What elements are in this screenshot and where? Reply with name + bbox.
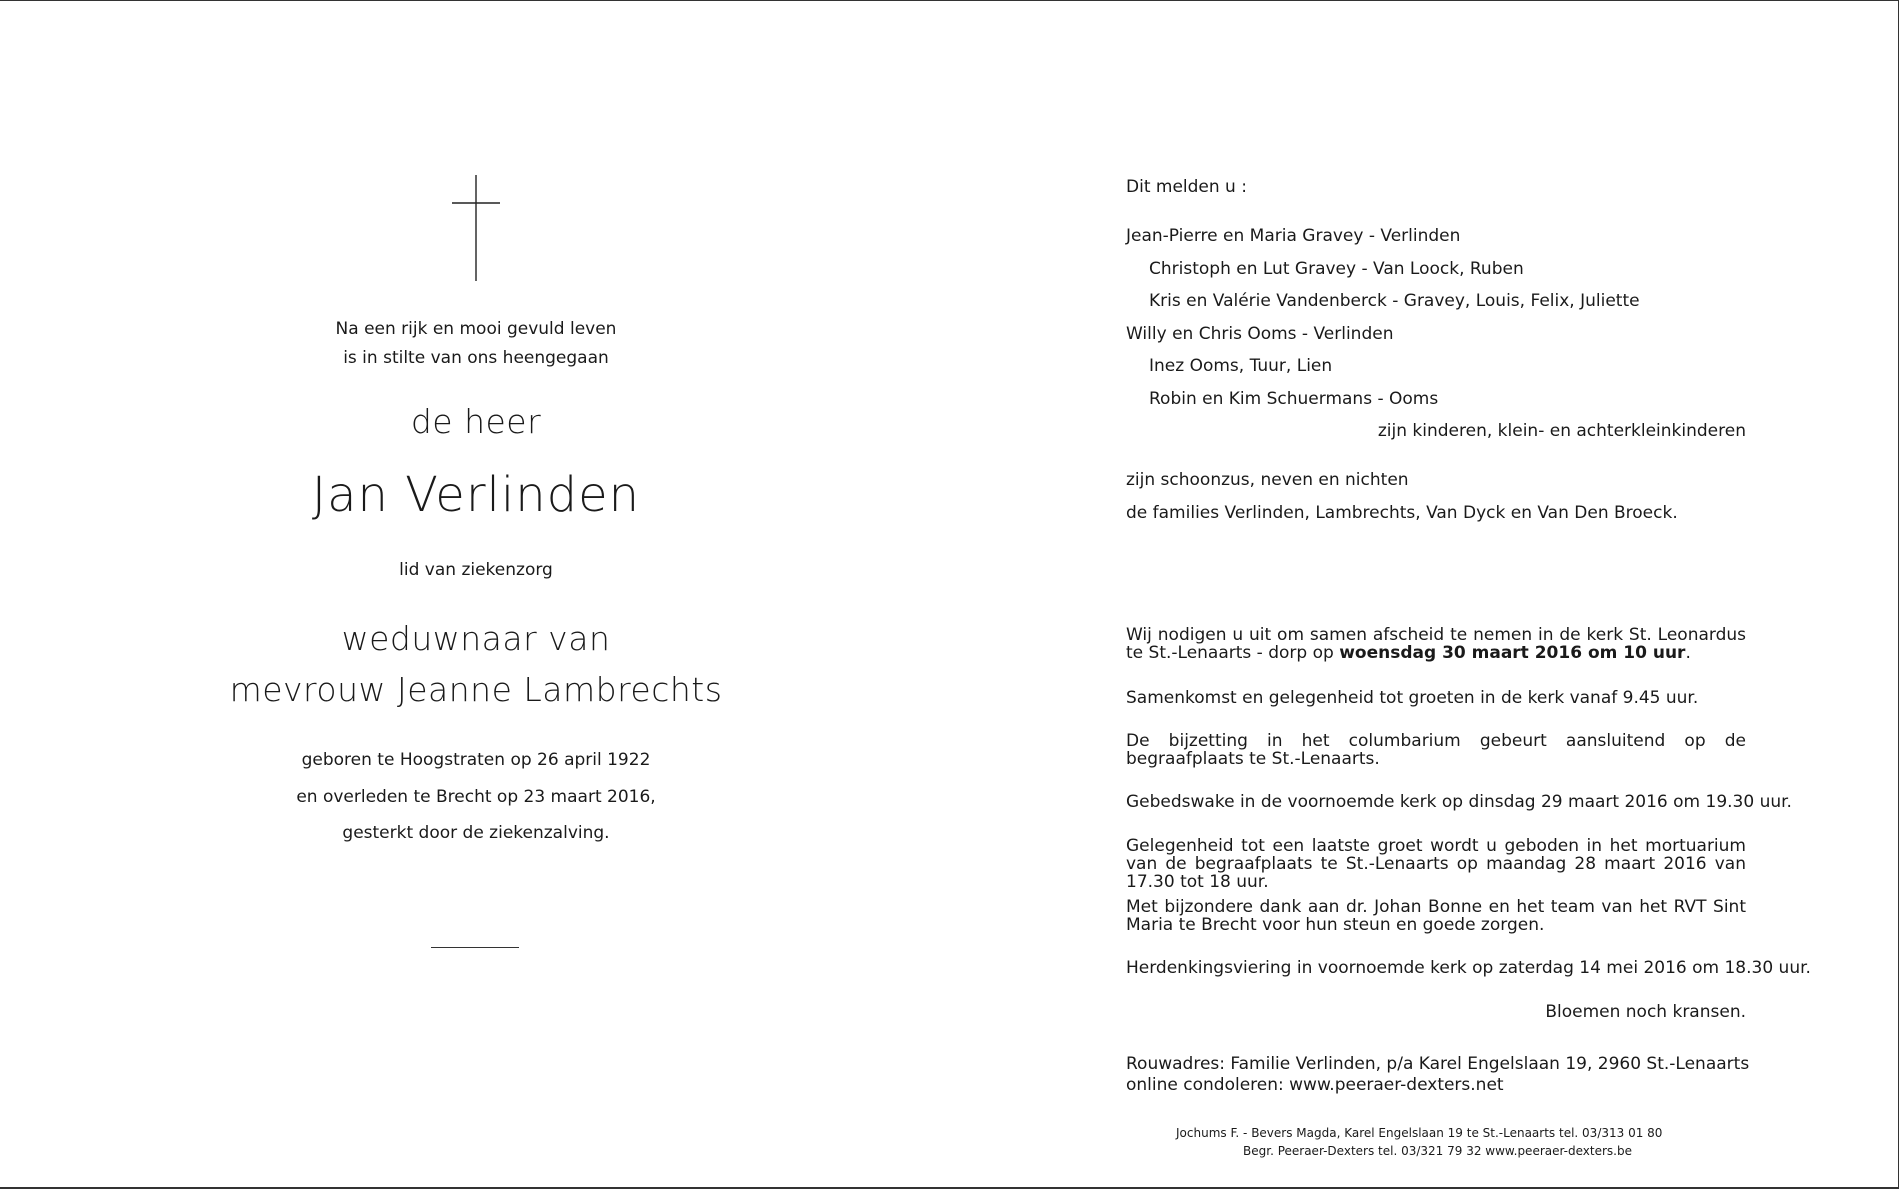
invitation-end: . [1685,643,1691,663]
funeral-datetime: woensdag 30 maart 2016 om 10 uur [1339,643,1686,663]
membership-line: lid van ziekenzorg [399,560,553,580]
footer-line-1: Jochums F. - Bevers Magda, Karel Engelslaan 19 te St.-Lenaarts tel. 03/313 01 80 [1176,1126,1663,1140]
sacrament-line: gesterkt door de ziekenzalving. [342,823,610,843]
vigil-line: Gebedswake in de voornoemde kerk op dinsdag 29 maart 2016 om 19.30 uur. [1126,792,1792,812]
family-line: Robin en Kim Schuermans - Ooms [1149,389,1439,409]
family-line: Christoph en Lut Gravey - Van Loock, Ruben [1149,259,1524,279]
mourning-address: Rouwadres: Familie Verlinden, p/a Karel Engelslaan 19, 2960 St.-Lenaarts [1126,1054,1750,1074]
last-greeting-paragraph: Gelegenheid tot een laatste groet wordt u geboden in het mortuarium van de begraafplaats te St.-Lenaarts op maandag 28 maart 2016 van 17.30 tot 18 uur. [1126,836,1746,892]
intro-line-1: Na een rijk en mooi gevuld leven [335,319,617,339]
title-line: de heer [410,402,542,441]
invitation-paragraph [1126,626,1746,662]
thanks-paragraph: Met bijzondere dank aan dr. Johan Bonne en het team van het RVT Sint Maria te Brecht voor hun steun en goede zorgen. [1126,897,1746,935]
family-line: Willy en Chris Ooms - Verlinden [1126,324,1394,344]
families-line: de families Verlinden, Lambrechts, Van Dyck en Van Den Broeck. [1126,503,1678,523]
separator-line [431,947,519,948]
family-line: Inez Ooms, Tuur, Lien [1149,356,1333,376]
burial-paragraph: De bijzetting in het columbarium gebeurt aansluitend op de begraafplaats te St.-Lenaarts. [1126,731,1746,769]
intro-line-2: is in stilte van ons heengegaan [343,348,609,368]
online-condolence: online condoleren: www.peeraer-dexters.net [1126,1075,1504,1095]
cross-icon [446,175,506,283]
birth-line: geboren te Hoogstraten op 26 april 1922 [301,750,651,770]
deceased-name: Jan Verlinden [311,467,641,523]
flowers-line: Bloemen noch kransen. [1545,1002,1746,1022]
in-laws-line: zijn schoonzus, neven en nichten [1126,470,1409,490]
death-line: en overleden te Brecht op 23 maart 2016, [296,787,656,807]
commemoration-line: Herdenkingsviering in voornoemde kerk op zaterdag 14 mei 2016 om 18.30 uur. [1126,958,1811,978]
family-line: Kris en Valérie Vandenberck - Gravey, Louis, Felix, Juliette [1149,291,1640,311]
family-line: Jean-Pierre en Maria Gravey - Verlinden [1126,226,1461,246]
widower-line-1: weduwnaar van [341,619,611,658]
widower-line-2: mevrouw Jeanne Lambrechts [229,670,723,709]
children-note: zijn kinderen, klein- en achterkleinkinderen [1377,421,1746,441]
invitation-text: Wij nodigen u uit om samen afscheid te nemen in de kerk St. Leonardus te St.-Lenaarts - dorp op [1126,625,1746,663]
footer-line-2: Begr. Peeraer-Dexters tel. 03/321 79 32 www.peeraer-dexters.be [1243,1144,1632,1158]
gathering-line: Samenkomst en gelegenheid tot groeten in de kerk vanaf 9.45 uur. [1126,688,1699,708]
announce-line: Dit melden u : [1126,177,1247,197]
